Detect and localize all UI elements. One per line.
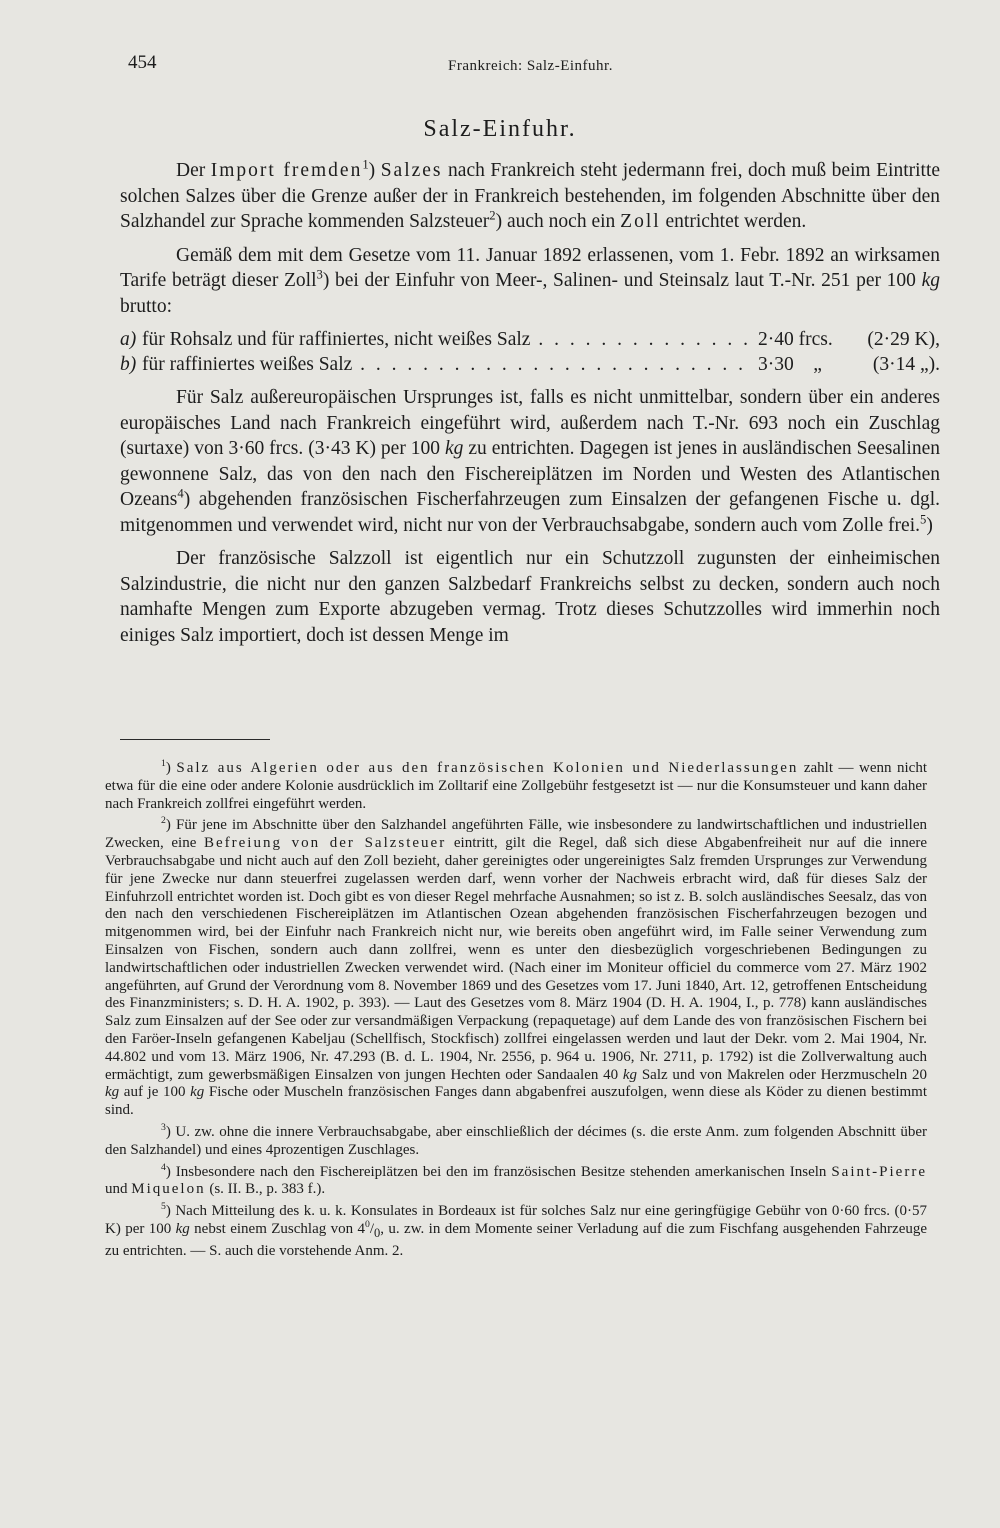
- tariff-label: für raffiniertes weißes Salz . . .: [142, 352, 752, 378]
- spaced-term: Zoll: [620, 211, 661, 232]
- tariff-label: für Rohsalz und für raffiniertes, nicht weißes Salz . . .: [142, 327, 752, 353]
- tariff-row: [120, 352, 940, 377]
- spaced-term: Import fremden: [210, 160, 363, 181]
- running-head: Frankreich: Salz-Einfuhr.: [448, 58, 613, 74]
- tariff-amount-kronen: (2·29 K),: [867, 329, 940, 350]
- paragraph: Der französische Salzzoll ist eigentlich nur ein Schutzzoll zugunsten der einheimischen Salzindustrie, die nicht nur den ganzen Salzbedarf Frankreichs selbst zu decken, sondern auch noch namhafte Mengen zum Exporte abzugeben vermag. Trotz dieses Schutzzolles wird immerhin noch einiges Salz importiert, doch ist dessen Menge im: [120, 548, 940, 646]
- footnote-separator: [120, 739, 270, 740]
- footnote-ref: 4: [177, 486, 184, 501]
- footnote-ref: 3: [316, 267, 323, 282]
- tariff-key: b): [120, 354, 137, 375]
- tariff-amount: 2·40 frcs.: [758, 329, 833, 350]
- tariff-amount-kronen: (3·14 „).: [872, 354, 940, 375]
- paragraph: Der Import fremden$^1$) Salzes nach Frankreich steht jedermann frei, doch muß beim Eintritte solchen Salzes über die Grenze außer der in Frankreich bestehenden, im folgenden Abschnitte über den Salzhandel zur Sprache kommenden Salzsteuer$^2$) auch noch ein Zoll entrichtet werden.: [120, 157, 941, 232]
- footnote-ref: 2: [489, 208, 496, 223]
- footnote-ref: 1: [362, 157, 369, 172]
- footnote: $^2$) Für jene im Abschnitte über den Salzhandel angeführten Fälle, wie insbesondere zu landwirtschaftlichen und industriellen Zwecken, eine Befreiung von der Salzsteuer eintritt, gilt die Regel, daß sich diese Abgabenfreiheit nur auf die innere Verbrauchsabgabe und nicht auch auf den Zoll bezieht, daher gereinigtes oder ungereinigtes Salz fremden Ursprunges zur Verwendung für jene Zwecke nur dann steuerfrei zugelassen werden darf, wenn vorher der Nachweis erbracht wird, daß für dieses Salz der Einfuhrzoll entrichtet worden ist. Doch gibt es von dieser Regel mehrfache Ausnahmen; so ist z. B. solch ausländisches Seesalz, das von den nach den verschiedenen Fischereiplätzen im Atlantischen Ozean abgehenden französischen Fischerfahrzeugen bezogen und mitgenommen wird, bei der Einfuhr nach Frankreich nicht nur, wie bereits oben angeführt wird, im Falle seiner Verwendung zum Einsalzen von Fischen, sondern auch dann zollfrei, wenn es unter den diesbezüglich vorgeschriebenen Bedingungen zu landwirtschaftlichen oder industriellen Zwecken verwendet wird. (Nach einer im Moniteur officiel du commerce vom 27. März 1902 angeführten, auf Grund der Verordnung vom 8. November 1869 und des Gesetzes vom 17. Juni 1840, Art. 12, getroffenen Entscheidung des Finanzministers; s. D. H. A. 1902, p. 393). — Laut des Gesetzes vom 8. März 1904 (D. H. A. 1904, I., p. 778) kann ausländisches Salz zum Einsalzen auf der See oder zur versandmäßigen Verpackung (repaquetage) auf dem Lande des von französischen Fischern bei den Faröer-Inseln gefangenen Kabeljau (Schellfisch, Stockfisch) zollfrei eingelassen werden und laut der Dekr. vom 2. Mai 1904, Nr. 44.802 und vom 13. März 1906, Nr. 47.293 (B. d. L. 1904, Nr. 2556, p. 964 u. 1906, Nr. 2711, p. 1792) ist die Zollverwaltung auch ermächtigt, zum gewerbsmäßigen Einsalzen von jungen Hechten oder Sandaalen 40 kg Salz und von Makrelen oder Herzmuscheln 20 kg auf je 100 kg Fische oder Muscheln französischen Fanges dann abgabenfrei auszufolgen, wenn diese als Köder zu dienen bestimmt sind.: [105, 815, 927, 1119]
- page-header: [128, 52, 940, 82]
- paragraph: Gemäß dem mit dem Gesetze vom 11. Januar 1892 erlassenen, vom 1. Febr. 1892 an wirksamen Tarife beträgt dieser Zoll$^3$) bei der Einfuhr von Meer-, Salinen- und Steinsalz laut T.-Nr. 251 per 100 kg brutto:: [120, 244, 940, 317]
- paragraph: Für Salz außereuropäischen Ursprunges ist, falls es nicht unmittelbar, sondern über ein anderes europäisches Land nach Frankreich eingeführt wird, außerdem nach T.-Nr. 693 noch ein Zuschlag (surtaxe) von 3·60 frcs. (3·43 K) per 100 kg zu entrichten. Dagegen ist jenes in ausländischen Seesalinen gewonnene Salz, das von den nach den Fischereiplätzen im Norden und Westen des Atlantischen Ozeans$^4$) abgehenden französischen Fischerfahrzeugen zum Einsalzen der gefangenen Fische u. dgl. mitgenommen und verwendet wird, nicht nur von der Verbrauchsabgabe, sondern auch vom Zolle frei.$^5$): [120, 387, 940, 536]
- footnote: $^3$) U. zw. ohne die innere Verbrauchsabgabe, aber einschließlich der décimes (s. die erste Anm. zum folgenden Abschnitt über den Salzhandel) und eines 4prozentigen Zuschlages.: [105, 1121, 927, 1158]
- body-text: [120, 158, 940, 648]
- tariff-row: [120, 327, 940, 352]
- tariff-list: [120, 327, 940, 377]
- spaced-term: Salzes: [380, 160, 443, 181]
- footnote-ref: 5: [920, 512, 927, 526]
- page-number: 454: [128, 52, 157, 73]
- footnote: $^1$) Salz aus Algerien oder aus den französischen Kolonien und Niederlassungen zahlt — wenn nicht etwa für die eine oder andere Kolonie ausdrücklich im Zolltarif eine Zollgebühr festgesetzt ist — nur die Konsumsteuer und kann daher nach Frankreich zollfrei eingeführt werden.: [105, 758, 927, 812]
- footnote: $^5$) Nach Mitteilung des k. u. k. Konsulates in Bordeaux ist für solches Salz nur eine geringfügige Gebühr von 0·60 frcs. (0·57 K) per 100 kg nebst einem Zuschlag von $4^0/_0$, u. zw. in dem Momente seiner Verladung auf die zum Fischfang ausgehenden Fahrzeuge zu entrichten. — S. auch die vorstehende Anm. 2.: [105, 1201, 928, 1259]
- footnotes: [105, 760, 927, 1265]
- tariff-amount: 3·30 „: [758, 354, 822, 375]
- section-title: Salz-Einfuhr.: [423, 116, 577, 142]
- footnote: $^4$) Insbesondere nach den Fischereiplätzen bei den im französischen Besitze stehenden amerkanischen Inseln Saint-Pierre und Miquelon (s. II. B., p. 383 f.).: [105, 1161, 927, 1198]
- tariff-key: a): [120, 329, 137, 350]
